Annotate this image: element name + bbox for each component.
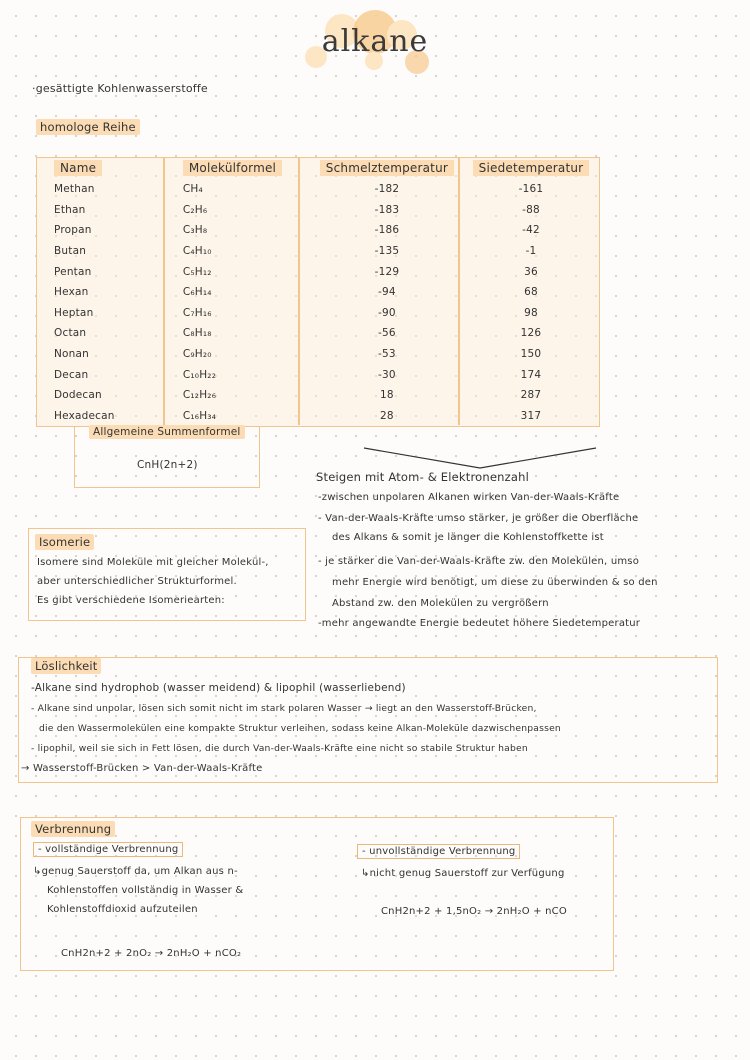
header-molekuelformel: Molekülformel (167, 157, 310, 179)
steigen-line: - Van-der-Waals-Kräfte umso stärker, je größer die Oberfläche (318, 513, 639, 524)
vollstaendig-formula: CnH2n+2 + 2nO₂ → 2nH₂O + nCO₂ (61, 948, 242, 959)
loeslichkeit-line: - Alkane sind unpolar, lösen sich somit nicht im stark polaren Wasser → liegt an den Wasserstoff-Brücken, (31, 703, 537, 714)
verbrennung-label: Verbrennung (31, 822, 115, 836)
table-row: Propan C₃H₈ -186 -42 (54, 224, 540, 237)
title-area (295, 10, 455, 80)
table-row: Butan C₄H₁₀ -135 -1 (54, 245, 537, 258)
homologe-reihe-label (36, 120, 140, 134)
steigen-line: -mehr angewandte Energie bedeutet höhere Siedetemperatur (318, 618, 641, 629)
homologe-reihe-text: homologe Reihe (36, 119, 140, 135)
loeslichkeit-box (18, 657, 718, 783)
loeslichkeit-line: → Wasserstoff-Brücken > Van-der-Waals-Kräfte (21, 763, 263, 774)
isomerie-line: Es gibt verschiedene Isomeriearten: (37, 595, 225, 606)
homologe-reihe-table (36, 157, 598, 426)
summenformel-label: Allgemeine Summenformel (89, 426, 245, 438)
table-row: Nonan C₉H₂₀ -53 150 (54, 348, 542, 361)
table-row: Ethan C₂H₆ -183 -88 (54, 203, 540, 216)
steigen-line: Abstand zw. den Molekülen zu vergrößern (332, 598, 549, 609)
subtitle: ·gesättigte Kohlenwasserstoffe (32, 82, 208, 95)
table-row: Heptan C₇H₁₆ -90 98 (54, 306, 538, 319)
header-name: Name (36, 157, 167, 179)
table-header-row (36, 157, 598, 179)
isomerie-line: aber unterschiedlicher Strukturformel. (37, 576, 237, 587)
steigen-line: - je stärker die Van-der-Waals-Kräfte zw. den Molekülen, umso (318, 556, 640, 567)
summenformel-box (74, 426, 260, 488)
steigen-heading: Steigen mit Atom- & Elektronenzahl (316, 470, 530, 484)
steigen-line: des Alkans & somit je länger die Kohlenstoffkette ist (332, 532, 604, 543)
unvollstaendig-line: ↳nicht genug Sauerstoff zur Verfügung (361, 868, 565, 879)
steigen-line: -zwischen unpolaren Alkanen wirken Van-der-Waals-Kräfte (318, 492, 620, 503)
table-row: Decan C₁₀H₂₂ -30 174 (54, 368, 542, 381)
loeslichkeit-line: - lipophil, weil sie sich in Fett lösen, die durch Van-der-Waals-Kräfte eine nicht so stabile Struktur haben (31, 743, 528, 754)
table-row: Octan C₈H₁₈ -56 126 (54, 327, 542, 340)
unvollstaendig-label: - unvollständige Verbrennung (357, 844, 520, 859)
table-row: Hexadecan C₁₆H₃₄ 28 317 (54, 409, 542, 422)
header-siedetemperatur: Siedetemperatur (464, 157, 598, 179)
header-schmelztemperatur: Schmelztemperatur (310, 157, 464, 179)
table-row: Methan CH₄ -182 -161 (54, 183, 544, 196)
table-row: Dodecan C₁₂H₂₆ 18 287 (54, 389, 542, 402)
loeslichkeit-line: -Alkane sind hydrophob (wasser meidend) & lipophil (wasserliebend) (31, 682, 406, 694)
loeslichkeit-label: Löslichkeit (31, 659, 101, 673)
unvollstaendig-formula: CnH2n+2 + 1,5nO₂ → 2nH₂O + nCO (381, 906, 567, 917)
isomerie-label: Isomerie (35, 535, 94, 549)
summenformel-formula: CnH(2n+2) (137, 459, 198, 471)
verbrennung-box (20, 817, 614, 971)
table-row: Pentan C₅H₁₂ -129 36 (54, 265, 538, 278)
table-row: Hexan C₆H₁₄ -94 68 (54, 286, 538, 299)
vollstaendig-label: - vollständige Verbrennung (33, 842, 183, 857)
chevron-down-icon (360, 444, 600, 472)
isomerie-line: Isomere sind Moleküle mit gleicher Molekül-, (37, 557, 269, 568)
vollstaendig-line: Kohlenstoffen vollständig in Wasser & (47, 885, 244, 896)
vollstaendig-line: Kohlenstoffdioxid aufzuteilen (47, 904, 198, 915)
steigen-line: mehr Energie wird benötigt, um diese zu überwinden & so den (332, 577, 658, 588)
isomerie-box (28, 528, 306, 621)
page-title: alkane (321, 24, 429, 59)
loeslichkeit-line: die den Wassermolekülen eine kompakte Struktur verleihen, sodass keine Alkan-Moleküle dazwischenpassen (39, 723, 561, 734)
vollstaendig-line: ↳genug Sauerstoff da, um Alkan aus n- (33, 866, 238, 877)
